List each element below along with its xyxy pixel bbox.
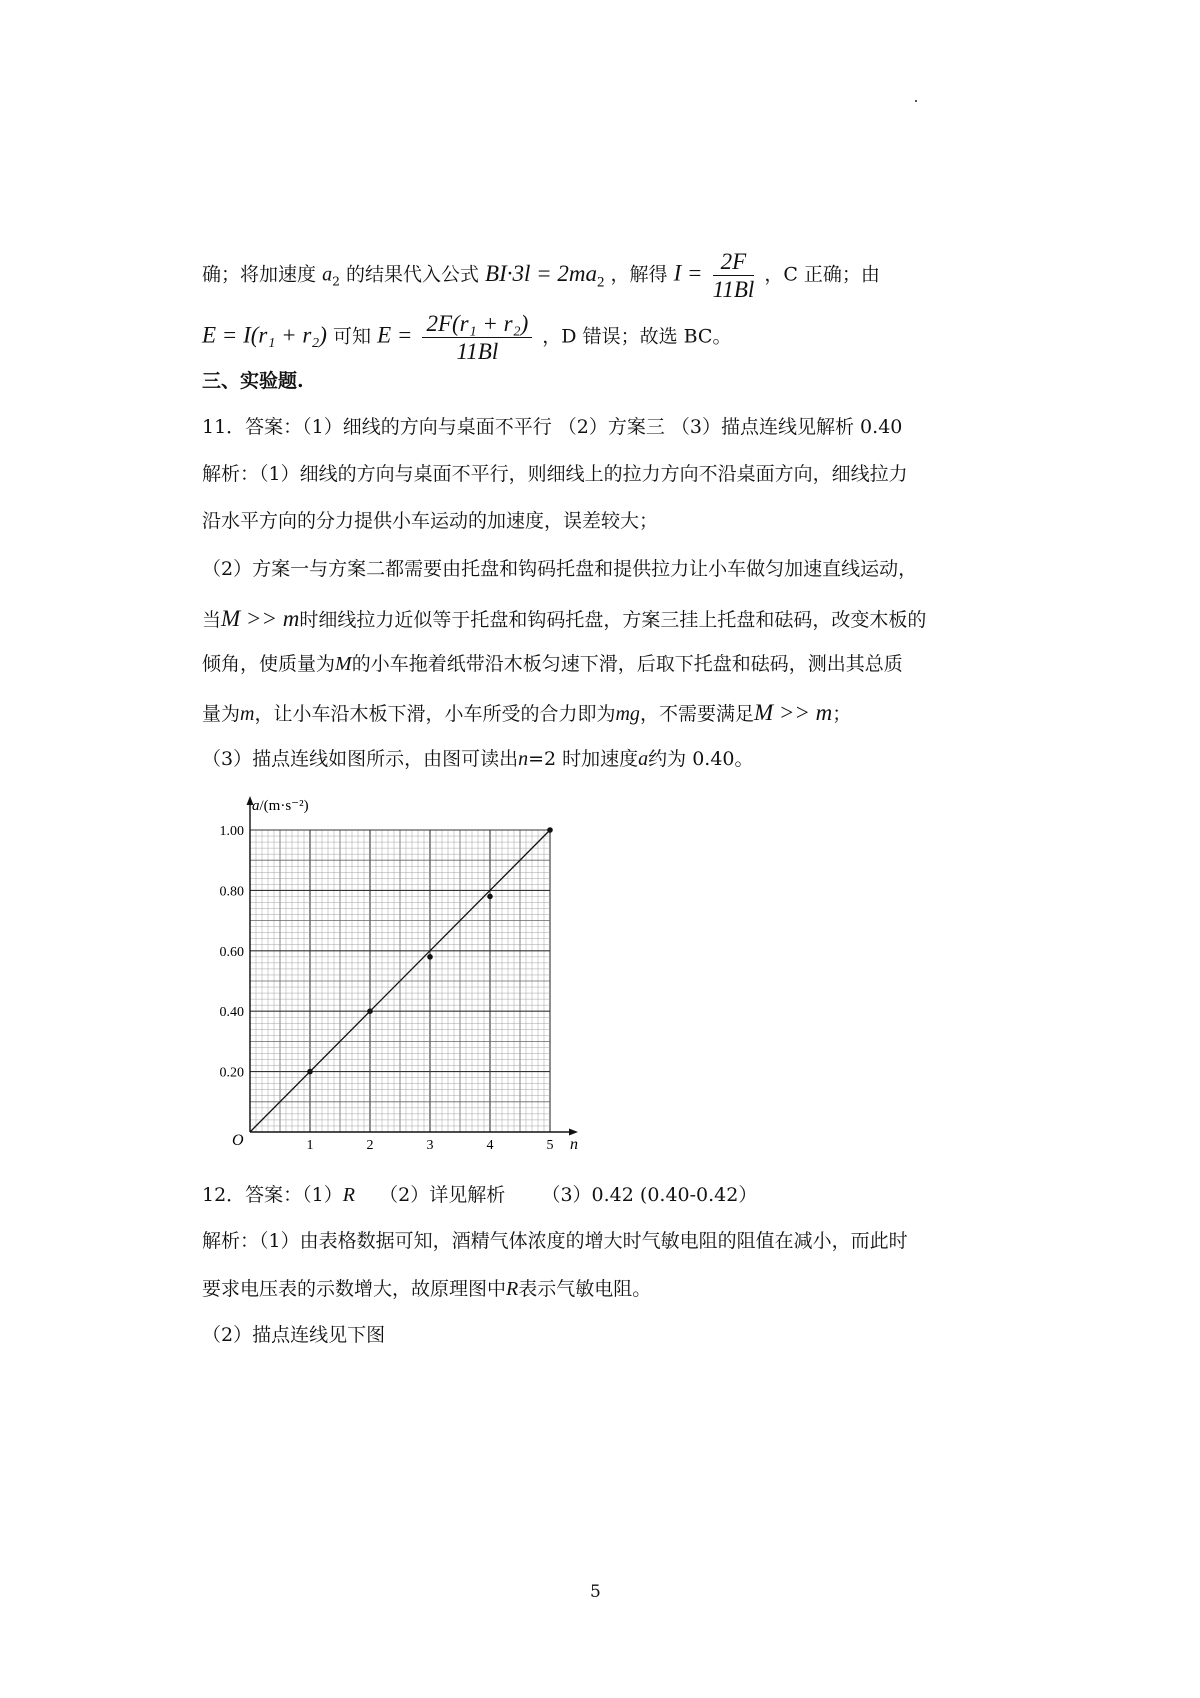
page-number: 5 [590, 1582, 601, 1602]
q12-exp-2: 要求电压表的示数增大，故原理图中R表示气敏电阻。 [202, 1278, 652, 1300]
q11-exp-7: （3）描点连线如图所示，由图可读出n=2 时加速度a约为 0.40。 [202, 748, 754, 770]
q12-exp-1: 解析：（1）由表格数据可知，酒精气体浓度的增大时气敏电阻的阻值在减小，而此时 [202, 1230, 908, 1252]
y-tick-label: 0.60 [219, 944, 244, 960]
x-tick-label: 5 [546, 1138, 554, 1153]
x-axis-label: n [570, 1136, 578, 1153]
q11-exp-1: 解析：（1）细线的方向与桌面不平行，则细线上的拉力方向不沿桌面方向，细线拉力 [202, 463, 908, 485]
y-tick-label: 0.40 [219, 1005, 244, 1021]
data-point [547, 827, 553, 833]
stray-dot [915, 100, 917, 102]
para-c-line-1: 确；将加速度 $a_2$ 的结果代入公式 $BI\cdot 3l = 2ma_2$ ，解得 I = $\frac{2F}{11Bl}$ ，C 正确；由 [202, 249, 880, 302]
section-heading: 三、实验题. [202, 370, 304, 392]
data-point [487, 894, 493, 900]
x-tick-labels [307, 1138, 554, 1153]
x-tick-label: 3 [426, 1138, 434, 1153]
q11-exp-3: （2）方案一与方案二都需要由托盘和钩码托盘和提供拉力让小车做匀加速直线运动， [202, 558, 918, 580]
y-tick-labels [220, 824, 245, 1081]
q12-exp-3: （2）描点连线见下图 [202, 1324, 386, 1346]
x-tick-label: 2 [366, 1138, 374, 1153]
fraction-2f-11bl: $\frac{2F}{11Bl}$ [712, 249, 755, 302]
x-tick-label: 4 [486, 1138, 494, 1153]
q11-exp-4: 当M >> m时细线拉力近似等于托盘和钩码托盘，方案三挂上托盘和砝码，改变木板的 [202, 606, 927, 631]
x-axis-arrow [569, 1129, 578, 1136]
data-point [367, 1008, 373, 1014]
origin-label: O [232, 1132, 244, 1149]
q12-answer: 12．答案：（1）R （2）详见解析 （3）0.42 (0.40-0.42） [202, 1184, 758, 1206]
data-point [427, 954, 433, 960]
formula-bi3l: $BI\cdot 3l = 2ma_2$ [485, 260, 605, 291]
x-tick-label: 1 [306, 1138, 314, 1153]
data-point [307, 1069, 313, 1075]
para-c-line-2: E = I(r₁ + r₂) 可知 E = $\frac{\text{2F(r₁ + r₂)}}{11Bl}$ ，D 错误；故选 BC。 [202, 311, 732, 364]
y-tick-label: 0.20 [219, 1065, 244, 1081]
y-tick-label: 1.00 [219, 824, 244, 839]
q11-exp-2: 沿水平方向的分力提供小车运动的加速度，误差较大； [202, 510, 659, 532]
y-axis-label: a/(m·s⁻²) [252, 798, 309, 814]
y-tick-label: 0.80 [219, 884, 244, 900]
q11-answer: 11．答案：（1）细线的方向与桌面不平行 （2）方案三 （3）描点连线见解析 0.40 [202, 416, 903, 438]
q11-exp-5: 倾角，使质量为M的小车拖着纸带沿木板匀速下滑，后取下托盘和砝码，测出其总质 [202, 653, 903, 675]
fraction-emf: $\frac{\text{2F(r₁ + r₂)}}{11Bl}$ [422, 312, 532, 363]
acceleration-vs-n-chart [185, 780, 605, 1160]
q11-exp-6: 量为m，让小车沿木板下滑，小车所受的合力即为mg，不需要满足M >> m； [202, 700, 852, 725]
